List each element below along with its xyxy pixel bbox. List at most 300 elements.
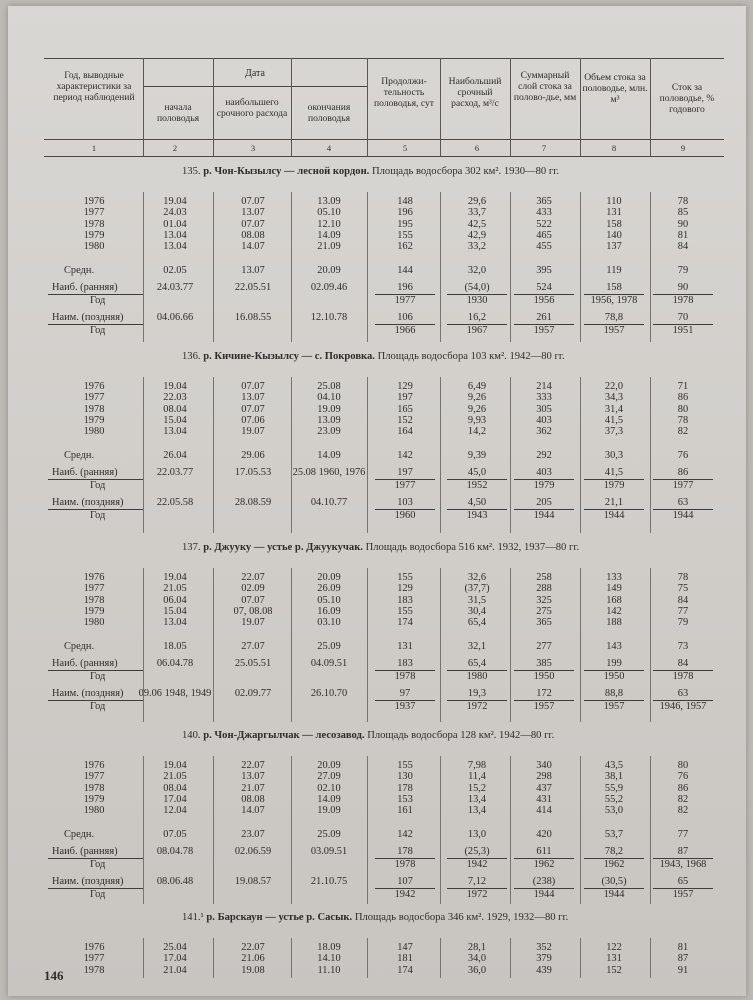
column-divider xyxy=(143,938,144,978)
value-cell: 21.06 xyxy=(241,953,265,965)
value-cell: 23.09 xyxy=(317,426,341,438)
max-year-value: 1977 xyxy=(394,479,416,491)
section-number: 136. xyxy=(182,351,201,362)
avg-value: 79 xyxy=(677,264,689,276)
max-year-value: 1950 xyxy=(603,670,625,682)
avg-value: 144 xyxy=(397,264,413,276)
value-cell: 19.09 xyxy=(317,403,341,415)
min-value: 12.10.78 xyxy=(310,311,348,323)
value-cell: 21.04 xyxy=(163,964,187,976)
value-cell: 21.05 xyxy=(163,583,187,595)
value-cell: 86 xyxy=(677,782,689,794)
min-label: Наим. (поздняя) xyxy=(52,311,124,323)
value-cell: 13.04 xyxy=(163,229,187,241)
max-year-value: 1962 xyxy=(533,858,555,870)
max-label: Наиб. (ранняя) xyxy=(52,845,118,857)
min-year-label: Год xyxy=(90,509,106,521)
min-value: (30,5) xyxy=(601,875,627,887)
max-year-value: 1978 xyxy=(394,858,416,870)
value-cell: 34,0 xyxy=(467,953,487,965)
value-cell: 22.07 xyxy=(241,942,265,953)
value-cell: 455 xyxy=(536,241,552,253)
value-cell: 9,26 xyxy=(467,403,487,415)
value-cell: 12.10 xyxy=(317,218,341,230)
column-divider xyxy=(580,756,581,904)
value-cell: 110 xyxy=(606,196,622,207)
column-divider xyxy=(580,568,581,722)
max-value: 17.05.53 xyxy=(234,466,272,478)
column-divider xyxy=(213,756,214,904)
column-divider xyxy=(291,192,292,342)
year-cell: 1978 xyxy=(83,594,105,606)
column-divider xyxy=(510,938,511,978)
value-cell: 77 xyxy=(677,605,689,617)
value-cell: 06.04 xyxy=(163,594,187,606)
section-station: р. Чон-Джаргылчак — лесозавод. xyxy=(203,730,365,741)
max-year-value: 1980 xyxy=(466,670,488,682)
value-cell: 91 xyxy=(677,964,689,976)
column-number: 1 xyxy=(91,143,97,153)
section-title xyxy=(182,730,554,741)
year-cell: 1979 xyxy=(83,229,105,241)
value-cell: 78 xyxy=(677,414,689,426)
column-divider xyxy=(367,377,368,533)
column-number: 6 xyxy=(474,143,480,153)
year-cell: 1976 xyxy=(83,942,105,953)
value-cell: 129 xyxy=(397,583,413,595)
value-cell: 13.04 xyxy=(163,241,187,253)
value-cell: 168 xyxy=(606,594,622,606)
header-divider xyxy=(440,58,441,156)
avg-label: Средн. xyxy=(64,449,95,461)
year-cell: 1978 xyxy=(83,964,105,976)
avg-value: 53,7 xyxy=(604,828,624,840)
value-cell: 181 xyxy=(397,953,413,965)
year-cell: 1978 xyxy=(83,218,105,230)
value-cell: 34,3 xyxy=(604,392,624,404)
year-cell: 1976 xyxy=(83,572,105,583)
avg-value: 18.05 xyxy=(163,640,187,652)
avg-value: 395 xyxy=(536,264,552,276)
max-value: 183 xyxy=(397,657,413,669)
value-cell: 19.08 xyxy=(241,964,265,976)
value-cell: 20.09 xyxy=(317,760,341,771)
max-value: 403 xyxy=(536,466,552,478)
max-value: 08.04.78 xyxy=(156,845,194,857)
min-value: 78,8 xyxy=(604,311,624,323)
avg-value: 131 xyxy=(397,640,413,652)
value-cell: 17.04 xyxy=(163,953,187,965)
value-cell: 33,2 xyxy=(467,241,487,253)
max-year-value: 1950 xyxy=(533,670,555,682)
max-label: Наиб. (ранняя) xyxy=(52,657,118,669)
min-year-label: Год xyxy=(90,700,106,712)
column-divider xyxy=(291,938,292,978)
value-cell: 65,4 xyxy=(467,617,487,629)
column-number: 8 xyxy=(611,143,617,153)
min-year-value: 1942 xyxy=(394,888,416,900)
column-divider xyxy=(291,756,292,904)
column-divider xyxy=(213,938,214,978)
min-year-value: 1943 xyxy=(466,509,488,521)
value-cell: 14.09 xyxy=(317,229,341,241)
min-year-value: 1944 xyxy=(672,509,694,521)
max-year-value: 1930 xyxy=(466,294,488,306)
value-cell: 25.04 xyxy=(163,942,187,953)
value-cell: 13.07 xyxy=(241,392,265,404)
avg-value: 420 xyxy=(536,828,552,840)
value-cell: 71 xyxy=(677,381,689,392)
min-value: 65 xyxy=(677,875,689,887)
max-value: 45,0 xyxy=(467,466,487,478)
max-year-label: Год xyxy=(90,858,106,870)
max-value: 06.04.78 xyxy=(156,657,194,669)
min-value: 63 xyxy=(677,687,689,699)
min-value: 103 xyxy=(397,496,413,508)
value-cell: 14.07 xyxy=(241,805,265,817)
column-divider xyxy=(650,377,651,533)
avg-value: 277 xyxy=(536,640,552,652)
avg-value: 32,0 xyxy=(467,264,487,276)
value-cell: 21.05 xyxy=(163,771,187,783)
avg-value: 20.09 xyxy=(317,264,341,276)
avg-value: 29.06 xyxy=(241,449,265,461)
value-cell: 53,0 xyxy=(604,805,624,817)
value-cell: 275 xyxy=(536,605,552,617)
column-divider xyxy=(580,192,581,342)
value-cell: 05.10 xyxy=(317,207,341,219)
max-value: 02.09.46 xyxy=(310,281,348,293)
column-divider xyxy=(367,192,368,342)
value-cell: 147 xyxy=(397,942,413,953)
value-cell: 158 xyxy=(606,218,622,230)
header-divider xyxy=(510,58,511,156)
min-value: (238) xyxy=(532,875,556,887)
value-cell: 174 xyxy=(397,617,413,629)
column-divider xyxy=(367,568,368,722)
year-cell: 1977 xyxy=(83,583,105,595)
section-number: 141.¹ xyxy=(182,912,204,923)
header-col9: Сток за половодье, % годового xyxy=(659,82,715,115)
min-label: Наим. (поздняя) xyxy=(52,875,124,887)
avg-value: 26.04 xyxy=(163,449,187,461)
header-top-rule xyxy=(44,58,724,59)
value-cell: 7,98 xyxy=(467,760,487,771)
max-year-label: Год xyxy=(90,670,106,682)
max-year-value: 1952 xyxy=(466,479,488,491)
value-cell: 07.07 xyxy=(241,381,265,392)
min-value: 21.10.75 xyxy=(310,875,348,887)
section-number: 137. xyxy=(182,542,201,553)
max-year-value: 1979 xyxy=(603,479,625,491)
avg-value: 25.09 xyxy=(317,640,341,652)
value-cell: 196 xyxy=(397,207,413,219)
value-cell: 19.09 xyxy=(317,805,341,817)
header-col6: Наибольший срочный расход, м³/с xyxy=(448,76,502,109)
column-divider xyxy=(440,938,441,978)
column-number: 3 xyxy=(250,143,256,153)
min-value: 19,3 xyxy=(467,687,487,699)
max-value: 178 xyxy=(397,845,413,857)
value-cell: 42,9 xyxy=(467,229,487,241)
header-col7: Суммарный слой стока за полово-дье, мм xyxy=(513,70,577,103)
value-cell: 86 xyxy=(677,392,689,404)
value-cell: (37,7) xyxy=(464,583,490,595)
min-year-value: 1944 xyxy=(603,509,625,521)
avg-value: 77 xyxy=(677,828,689,840)
value-cell: 14.07 xyxy=(241,241,265,253)
max-label: Наиб. (ранняя) xyxy=(52,281,118,293)
value-cell: 08.04 xyxy=(163,782,187,794)
value-cell: 31,5 xyxy=(467,594,487,606)
max-value: 25.08 1960, 1976 xyxy=(292,466,366,478)
value-cell: 31,4 xyxy=(604,403,624,415)
value-cell: 152 xyxy=(397,414,413,426)
value-cell: 19.07 xyxy=(241,617,265,629)
value-cell: 133 xyxy=(606,572,622,583)
value-cell: 37,3 xyxy=(604,426,624,438)
max-year-value: 1978 xyxy=(672,294,694,306)
value-cell: 01.04 xyxy=(163,218,187,230)
value-cell: 333 xyxy=(536,392,552,404)
value-cell: 15.04 xyxy=(163,605,187,617)
column-divider xyxy=(580,377,581,533)
value-cell: 07.07 xyxy=(241,218,265,230)
min-value: 70 xyxy=(677,311,689,323)
value-cell: 352 xyxy=(536,942,552,953)
value-cell: 178 xyxy=(397,782,413,794)
avg-value: 14.09 xyxy=(317,449,341,461)
section-area: Площадь водосбора 516 км². 1932, 1937—80 гг. xyxy=(365,542,580,553)
value-cell: 214 xyxy=(536,381,552,392)
max-value: 197 xyxy=(397,466,413,478)
max-value: 22.05.51 xyxy=(234,281,272,293)
section-number: 135. xyxy=(182,166,201,177)
max-value: 199 xyxy=(606,657,622,669)
year-cell: 1977 xyxy=(83,771,105,783)
avg-label: Средн. xyxy=(64,264,95,276)
year-cell: 1976 xyxy=(83,196,105,207)
year-cell: 1980 xyxy=(83,426,105,438)
value-cell: 32,6 xyxy=(467,572,487,583)
year-cell: 1979 xyxy=(83,793,105,805)
min-value: 172 xyxy=(536,687,552,699)
header-col1: Год, выводные характеристики за период наблюдений xyxy=(53,70,135,103)
value-cell: 02.09 xyxy=(241,583,265,595)
max-year-label: Год xyxy=(90,294,106,306)
column-divider xyxy=(510,756,511,904)
avg-value: 07.05 xyxy=(163,828,187,840)
column-divider xyxy=(213,377,214,533)
value-cell: 174 xyxy=(397,964,413,976)
value-cell: 16.09 xyxy=(317,605,341,617)
max-year-value: 1979 xyxy=(533,479,555,491)
value-cell: 149 xyxy=(606,583,622,595)
value-cell: 325 xyxy=(536,594,552,606)
section-title xyxy=(182,912,568,923)
value-cell: 75 xyxy=(677,583,689,595)
value-cell: 183 xyxy=(397,594,413,606)
max-year-label: Год xyxy=(90,479,106,491)
min-year-value: 1960 xyxy=(394,509,416,521)
column-divider xyxy=(440,568,441,722)
max-year-value: 1956, 1978 xyxy=(590,294,638,306)
avg-value: 13,0 xyxy=(467,828,487,840)
value-cell: 13.09 xyxy=(317,414,341,426)
value-cell: 55,9 xyxy=(604,782,624,794)
value-cell: 19.07 xyxy=(241,426,265,438)
value-cell: 21.07 xyxy=(241,782,265,794)
max-value: 03.09.51 xyxy=(310,845,348,857)
min-value: 7,12 xyxy=(467,875,487,887)
value-cell: 340 xyxy=(536,760,552,771)
value-cell: 78 xyxy=(677,196,689,207)
min-year-value: 1957 xyxy=(672,888,694,900)
max-value: 25.05.51 xyxy=(234,657,272,669)
colnum-rule xyxy=(44,156,724,157)
value-cell: 129 xyxy=(397,381,413,392)
header-col4: окончания половодья xyxy=(307,102,351,124)
header-col2: начала половодья xyxy=(156,102,200,124)
max-year-value: 1978 xyxy=(394,670,416,682)
value-cell: 362 xyxy=(536,426,552,438)
value-cell: 197 xyxy=(397,392,413,404)
min-year-value: 1972 xyxy=(466,888,488,900)
value-cell: 9,93 xyxy=(467,414,487,426)
min-year-value: 1944 xyxy=(533,509,555,521)
min-value: 04.06.66 xyxy=(156,311,194,323)
max-year-value: 1977 xyxy=(672,479,694,491)
min-year-value: 1957 xyxy=(603,324,625,336)
header-col3: наибольшего срочного расхода xyxy=(216,97,288,119)
column-divider xyxy=(213,192,214,342)
avg-value: 30,3 xyxy=(604,449,624,461)
section-area: Площадь водосбора 302 км². 1930—80 гг. xyxy=(371,166,560,177)
value-cell: 403 xyxy=(536,414,552,426)
value-cell: 140 xyxy=(606,229,622,241)
section-area: Площадь водосбора 128 км². 1942—80 гг. xyxy=(367,730,555,741)
value-cell: 27.09 xyxy=(317,771,341,783)
date-group-rule xyxy=(143,86,367,87)
min-label: Наим. (поздняя) xyxy=(52,687,124,699)
value-cell: 155 xyxy=(397,572,413,583)
min-value: 19.08.57 xyxy=(234,875,272,887)
min-value: 97 xyxy=(399,687,411,699)
max-year-value: 1962 xyxy=(603,858,625,870)
max-year-value: 1978 xyxy=(672,670,694,682)
value-cell: 04.10 xyxy=(317,392,341,404)
value-cell: 38,1 xyxy=(604,771,624,783)
value-cell: 13.04 xyxy=(163,426,187,438)
max-value: 87 xyxy=(677,845,689,857)
min-year-value: 1967 xyxy=(466,324,488,336)
header-col5: Продолжи-тельность половодья, сут xyxy=(374,76,434,109)
value-cell: 188 xyxy=(606,617,622,629)
year-cell: 1980 xyxy=(83,241,105,253)
book-page xyxy=(8,6,746,996)
value-cell: 15.04 xyxy=(163,414,187,426)
column-number: 2 xyxy=(172,143,178,153)
year-cell: 1977 xyxy=(83,953,105,965)
column-divider xyxy=(291,377,292,533)
value-cell: 298 xyxy=(536,771,552,783)
header-divider xyxy=(580,58,581,156)
value-cell: 13,4 xyxy=(467,805,487,817)
max-value: 04.09.51 xyxy=(310,657,348,669)
column-divider xyxy=(650,938,651,978)
value-cell: 131 xyxy=(606,207,622,219)
value-cell: 07.06 xyxy=(241,414,265,426)
header-col8: Объем стока за половодье, млн. м³ xyxy=(582,72,648,105)
value-cell: 148 xyxy=(397,196,413,207)
value-cell: 11,4 xyxy=(468,771,486,783)
column-divider xyxy=(143,568,144,722)
max-year-value: 1977 xyxy=(394,294,416,306)
min-year-value: 1957 xyxy=(603,700,625,712)
value-cell: 6,49 xyxy=(467,381,487,392)
column-divider xyxy=(650,192,651,342)
max-value: 41,5 xyxy=(604,466,624,478)
section-station: р. Чон-Кызылсу — лесной кордон. xyxy=(203,166,370,177)
min-value: 261 xyxy=(536,311,552,323)
min-value: 63 xyxy=(677,496,689,508)
value-cell: 130 xyxy=(397,771,413,783)
header-divider xyxy=(367,58,368,156)
value-cell: 81 xyxy=(677,942,689,953)
value-cell: 55,2 xyxy=(604,793,624,805)
value-cell: 13.07 xyxy=(241,207,265,219)
value-cell: 155 xyxy=(397,605,413,617)
value-cell: 26.09 xyxy=(317,583,341,595)
avg-value: 142 xyxy=(397,828,413,840)
min-year-value: 1951 xyxy=(672,324,694,336)
value-cell: 29,6 xyxy=(467,196,487,207)
value-cell: 9,26 xyxy=(467,392,487,404)
value-cell: 15,2 xyxy=(467,782,487,794)
avg-value: 32,1 xyxy=(467,640,487,652)
section-title xyxy=(182,542,579,553)
year-cell: 1977 xyxy=(83,207,105,219)
max-value: 78,2 xyxy=(604,845,624,857)
avg-value: 13.07 xyxy=(241,264,265,276)
max-year-value: 1943, 1968 xyxy=(659,858,707,870)
min-value: 28.08.59 xyxy=(234,496,272,508)
value-cell: 78 xyxy=(677,572,689,583)
value-cell: 155 xyxy=(397,760,413,771)
min-year-value: 1937 xyxy=(394,700,416,712)
value-cell: 13.04 xyxy=(163,617,187,629)
column-divider xyxy=(291,568,292,722)
value-cell: 08.08 xyxy=(241,793,265,805)
avg-value: 292 xyxy=(536,449,552,461)
max-label: Наиб. (ранняя) xyxy=(52,466,118,478)
section-title xyxy=(182,351,565,362)
value-cell: 379 xyxy=(536,953,552,965)
max-value: 65,4 xyxy=(467,657,487,669)
min-value: 88,8 xyxy=(604,687,624,699)
column-divider xyxy=(580,938,581,978)
value-cell: 165 xyxy=(397,403,413,415)
value-cell: 11.10 xyxy=(317,964,341,976)
value-cell: 13,4 xyxy=(467,793,487,805)
value-cell: 30,4 xyxy=(467,605,487,617)
avg-value: 142 xyxy=(397,449,413,461)
max-year-value: 1942 xyxy=(466,858,488,870)
min-label: Наим. (поздняя) xyxy=(52,496,124,508)
max-value: 90 xyxy=(677,281,689,293)
value-cell: 21.09 xyxy=(317,241,341,253)
min-year-value: 1966 xyxy=(394,324,416,336)
